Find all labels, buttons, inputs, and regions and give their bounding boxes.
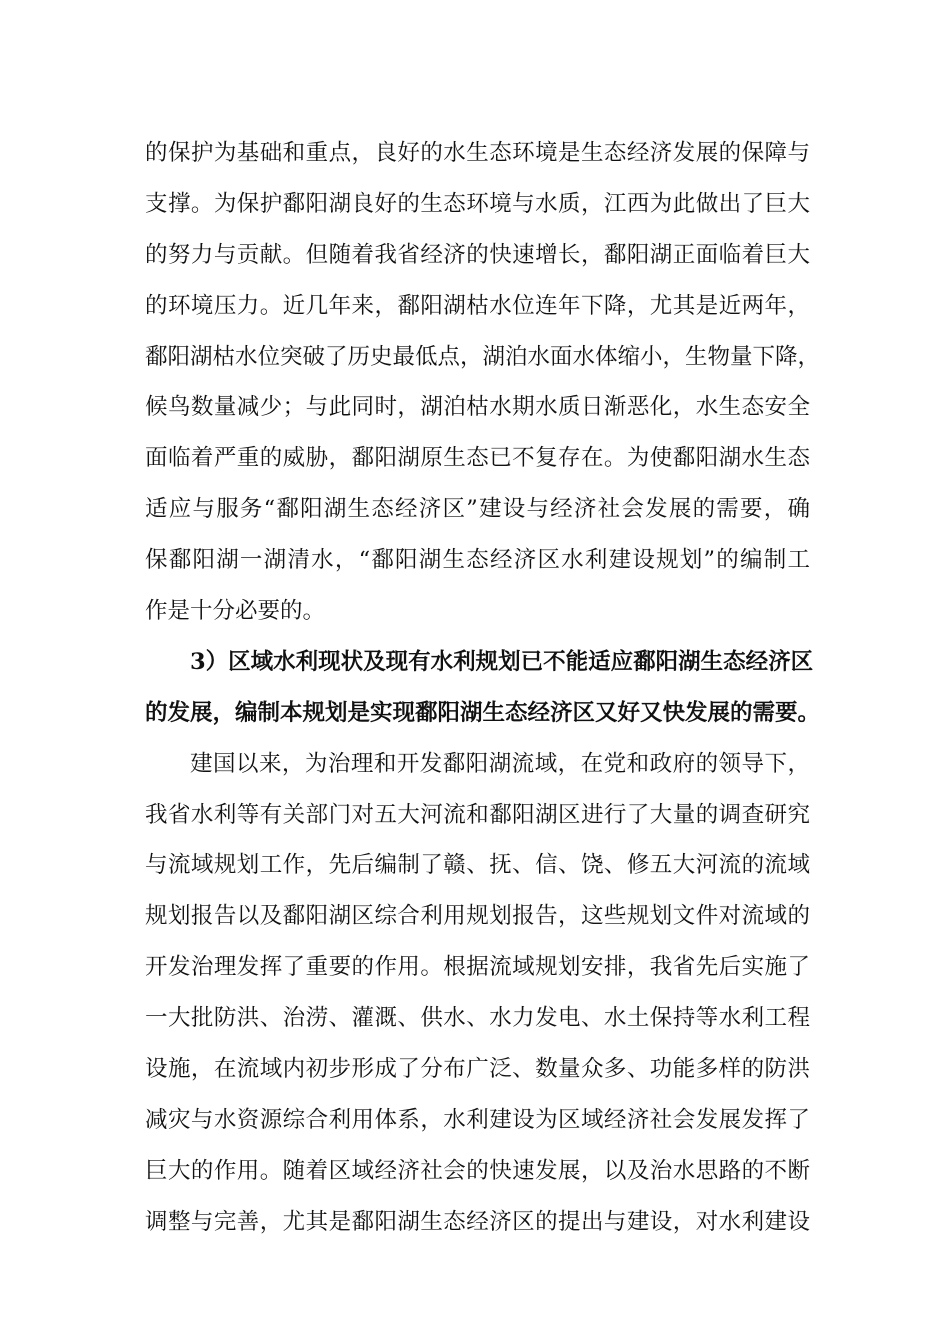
text-line: 减灾与水资源综合利用体系，水利建设为区域经济社会发展发挥了 bbox=[145, 1106, 810, 1133]
text-line: 候鸟数量减少；与此同时，湖泊枯水期水质日渐恶化，水生态安全 bbox=[145, 394, 810, 421]
text-line: 调整与完善，尤其是鄱阳湖生态经济区的提出与建设，对水利建设 bbox=[145, 1208, 810, 1235]
text-line: 3）区域水利现状及现有水利规划已不能适应鄱阳湖生态经济区 bbox=[190, 648, 814, 675]
text-line: 支撑。为保护鄱阳湖良好的生态环境与水质，江西为此做出了巨大 bbox=[145, 190, 810, 217]
text-line: 我省水利等有关部门对五大河流和鄱阳湖区进行了大量的调查研究 bbox=[145, 801, 810, 828]
text-line: 建国以来，为治理和开发鄱阳湖流域，在党和政府的领导下， bbox=[190, 750, 810, 777]
text-line: 规划报告以及鄱阳湖区综合利用规划报告，这些规划文件对流域的 bbox=[145, 903, 810, 930]
text-line: 与流域规划工作，先后编制了赣、抚、信、饶、修五大河流的流域 bbox=[145, 852, 810, 879]
text-line: 巨大的作用。随着区域经济社会的快速发展，以及治水思路的不断 bbox=[145, 1157, 810, 1184]
text-line: 的环境压力。近几年来，鄱阳湖枯水位连年下降，尤其是近两年， bbox=[145, 292, 810, 319]
text-line: 的发展，编制本规划是实现鄱阳湖生态经济区又好又快发展的需要。 bbox=[145, 699, 821, 726]
text-line: 鄱阳湖枯水位突破了历史最低点，湖泊水面水体缩小，生物量下降， bbox=[145, 343, 821, 370]
document-body bbox=[145, 128, 821, 1248]
paragraph-3 bbox=[145, 739, 810, 1248]
text-line: 一大批防洪、治涝、灌溉、供水、水力发电、水土保持等水利工程 bbox=[145, 1005, 810, 1032]
text-line: 开发治理发挥了重要的作用。根据流域规划安排，我省先后实施了 bbox=[145, 954, 810, 981]
text-line: 的努力与贡献。但随着我省经济的快速增长，鄱阳湖正面临着巨大 bbox=[145, 241, 810, 268]
text-line: 保鄱阳湖一湖清水，“鄱阳湖生态经济区水利建设规划”的编制工 bbox=[145, 547, 810, 574]
text-line: 作是十分必要的。 bbox=[145, 598, 326, 625]
text-line: 适应与服务“鄱阳湖生态经济区”建设与经济社会发展的需要，确 bbox=[145, 496, 810, 523]
text-line: 设施，在流域内初步形成了分布广泛、数量众多、功能多样的防洪 bbox=[145, 1056, 810, 1083]
paragraph-1 bbox=[145, 128, 821, 637]
text-line: 面临着严重的威胁，鄱阳湖原生态已不复存在。为使鄱阳湖水生态 bbox=[145, 445, 810, 472]
paragraph-2-bold-item bbox=[145, 637, 821, 739]
text-line: 的保护为基础和重点，良好的水生态环境是生态经济发展的保障与 bbox=[145, 140, 810, 166]
